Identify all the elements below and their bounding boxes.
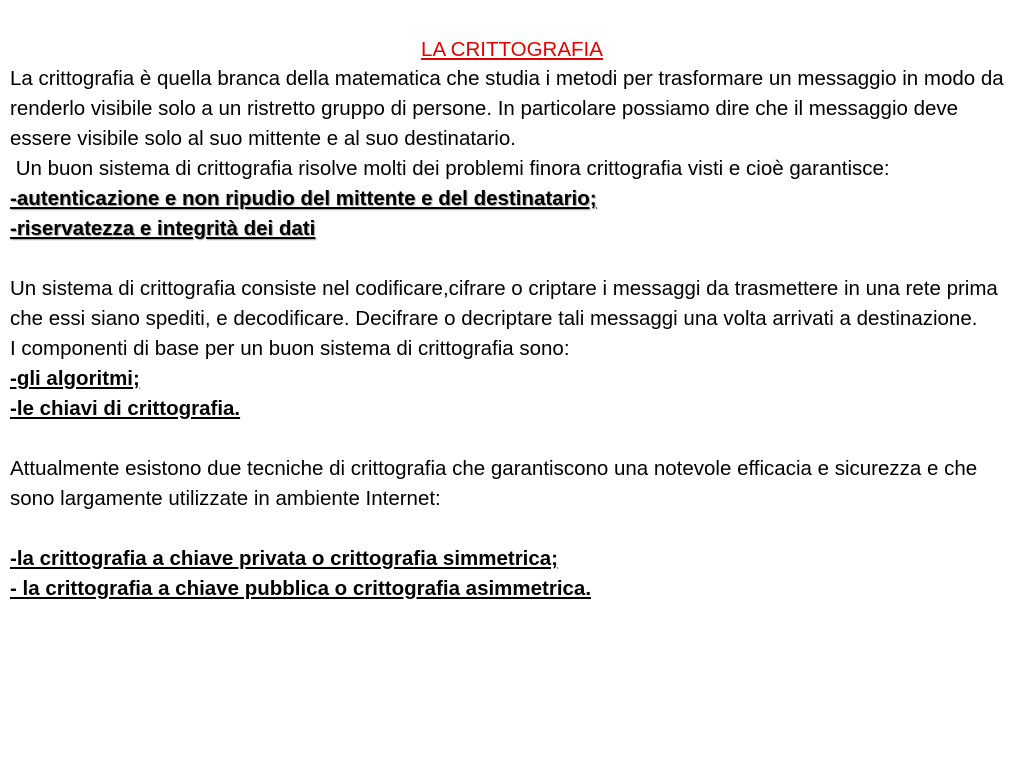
- component-item-algorithms: -gli algoritmi;: [10, 367, 140, 390]
- system-description-paragraph: Un sistema di crittografia consiste nel codificare,cifrare o criptare i messaggi da trasmettere in una rete prima che essi siano spediti, e decodificare. Decifrare o decriptare tali messaggi una volta arrivati a destinazione.: [10, 277, 998, 330]
- spacer: [10, 424, 1014, 454]
- technique-item-public-key: - la crittografia a chiave pubblica o crittografia asimmetrica.: [10, 577, 592, 600]
- guarantee-item-confidentiality: -riservatezza e integrità dei dati: [10, 217, 316, 240]
- component-item-keys: -le chiavi di crittografia.: [10, 397, 241, 420]
- system-intro-paragraph: Un buon sistema di crittografia risolve molti dei problemi finora crittografia visti e cioè garantisce:: [10, 157, 890, 180]
- page-title: LA CRITTOGRAFIA: [421, 38, 603, 61]
- technique-item-private-key: -la crittografia a chiave privata o crittografia simmetrica;: [10, 547, 558, 570]
- components-intro-paragraph: I componenti di base per un buon sistema di crittografia sono:: [10, 337, 570, 360]
- techniques-intro-paragraph: Attualmente esistono due tecniche di crittografia che garantiscono una notevole efficacia e sicurezza e che sono largamente utilizzate in ambiente Internet:: [10, 457, 978, 510]
- spacer: [10, 244, 1014, 274]
- spacer: [10, 514, 1014, 544]
- intro-paragraph: La crittografia è quella branca della matematica che studia i metodi per trasformare un messaggio in modo da renderlo visibile solo a un ristretto gruppo di persone. In particolare possiamo dire che il messaggio deve essere visibile solo al suo mittente e al suo destinatario.: [10, 67, 1004, 150]
- guarantee-item-authentication: -autenticazione e non ripudio del mittente e del destinatario;: [10, 187, 597, 210]
